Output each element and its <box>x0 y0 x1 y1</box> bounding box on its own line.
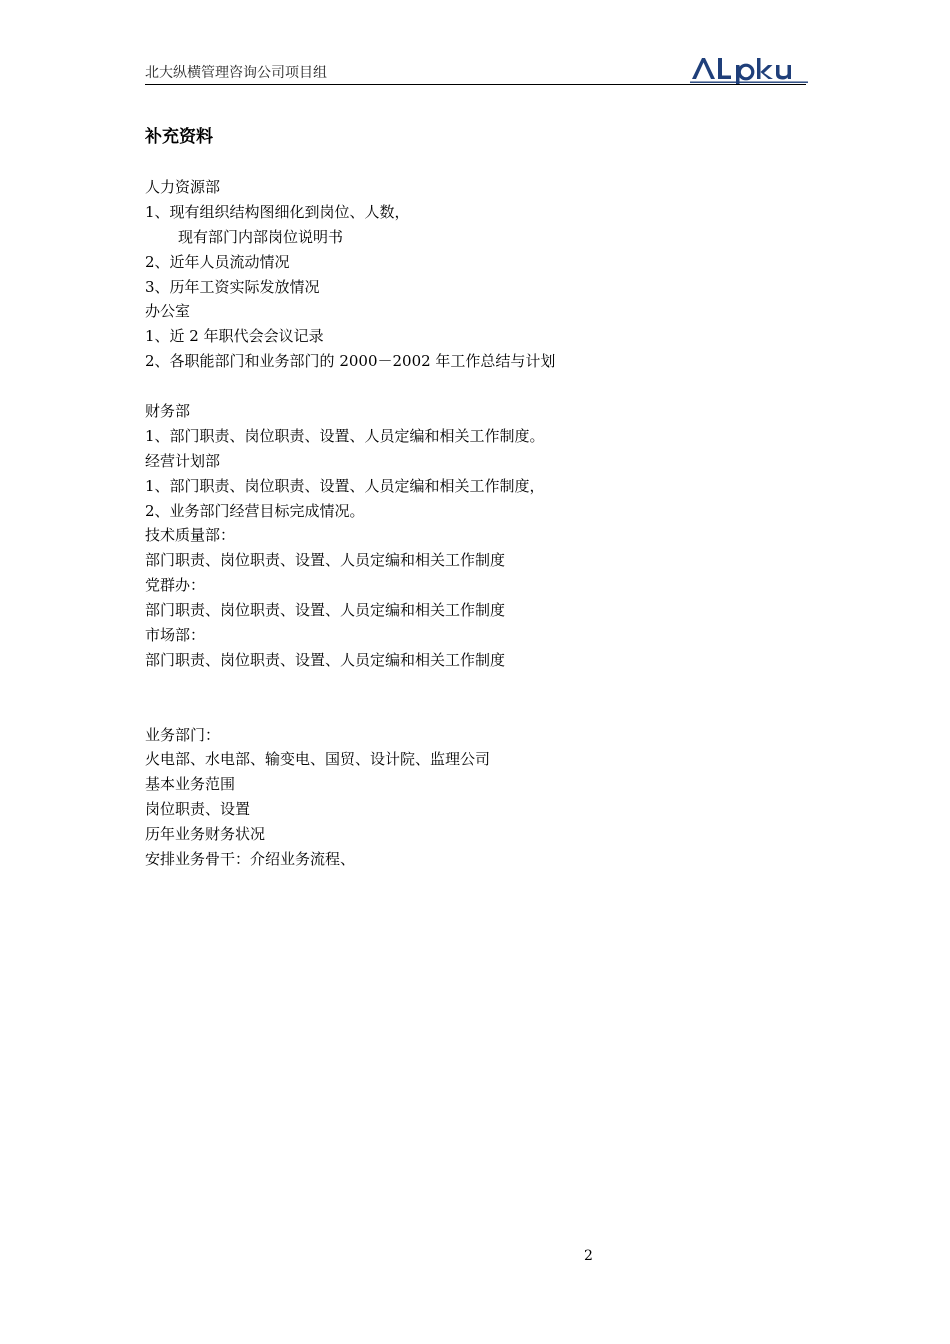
company-logo <box>690 55 808 85</box>
document-title: 补充资料 <box>145 127 213 147</box>
body-line: 1、部门职责、岗位职责、设置、人员定编和相关工作制度， <box>145 476 545 495</box>
body-line: 部门职责、岗位职责、设置、人员定编和相关工作制度 <box>145 551 506 570</box>
body-line: 1、现有组织结构图细化到岗位、人数， <box>145 202 410 221</box>
body-line: 2、近年人员流动情况 <box>145 252 290 271</box>
header-org-name: 北大纵横管理咨询公司项目组 <box>145 65 327 81</box>
body-line: 1、近 2 年职代会会议记录 <box>145 327 324 346</box>
page-number: 2 <box>584 1248 593 1264</box>
body-line: 3、历年工资实际发放情况 <box>145 277 320 296</box>
body-line: 人力资源部 <box>145 178 221 196</box>
blank-line <box>145 673 805 698</box>
body-line: 财务部 <box>145 402 191 421</box>
body-line: 市场部： <box>145 626 206 645</box>
document-body <box>145 175 805 872</box>
body-line: 部门职责、岗位职责、设置、人员定编和相关工作制度 <box>145 601 506 620</box>
body-line: 业务部门： <box>145 725 221 744</box>
body-line: 1、部门职责、岗位职责、设置、人员定编和相关工作制度。 <box>145 426 545 445</box>
body-line: 经营计划部 <box>145 451 221 470</box>
body-line: 基本业务范围 <box>145 775 236 794</box>
body-line: 办公室 <box>145 302 191 321</box>
body-line: 技术质量部： <box>145 526 236 545</box>
blank-line <box>145 698 805 723</box>
body-line: 安排业务骨干：介绍业务流程、 <box>145 850 356 869</box>
blank-line <box>145 374 805 399</box>
body-line: 2、各职能部门和业务部门的 2000－2002 年工作总结与计划 <box>145 352 556 371</box>
body-line: 2、业务部门经营目标完成情况。 <box>145 501 365 520</box>
body-line: 历年业务财务状况 <box>145 825 266 844</box>
body-line: 岗位职责、设置 <box>145 800 251 819</box>
body-line: 现有部门内部岗位说明书 <box>178 227 344 246</box>
body-line: 火电部、水电部、输变电、国贸、设计院、监理公司 <box>145 750 491 769</box>
body-line: 部门职责、岗位职责、设置、人员定编和相关工作制度 <box>145 650 506 669</box>
header-rule <box>145 84 806 85</box>
body-line: 党群办： <box>145 576 206 595</box>
